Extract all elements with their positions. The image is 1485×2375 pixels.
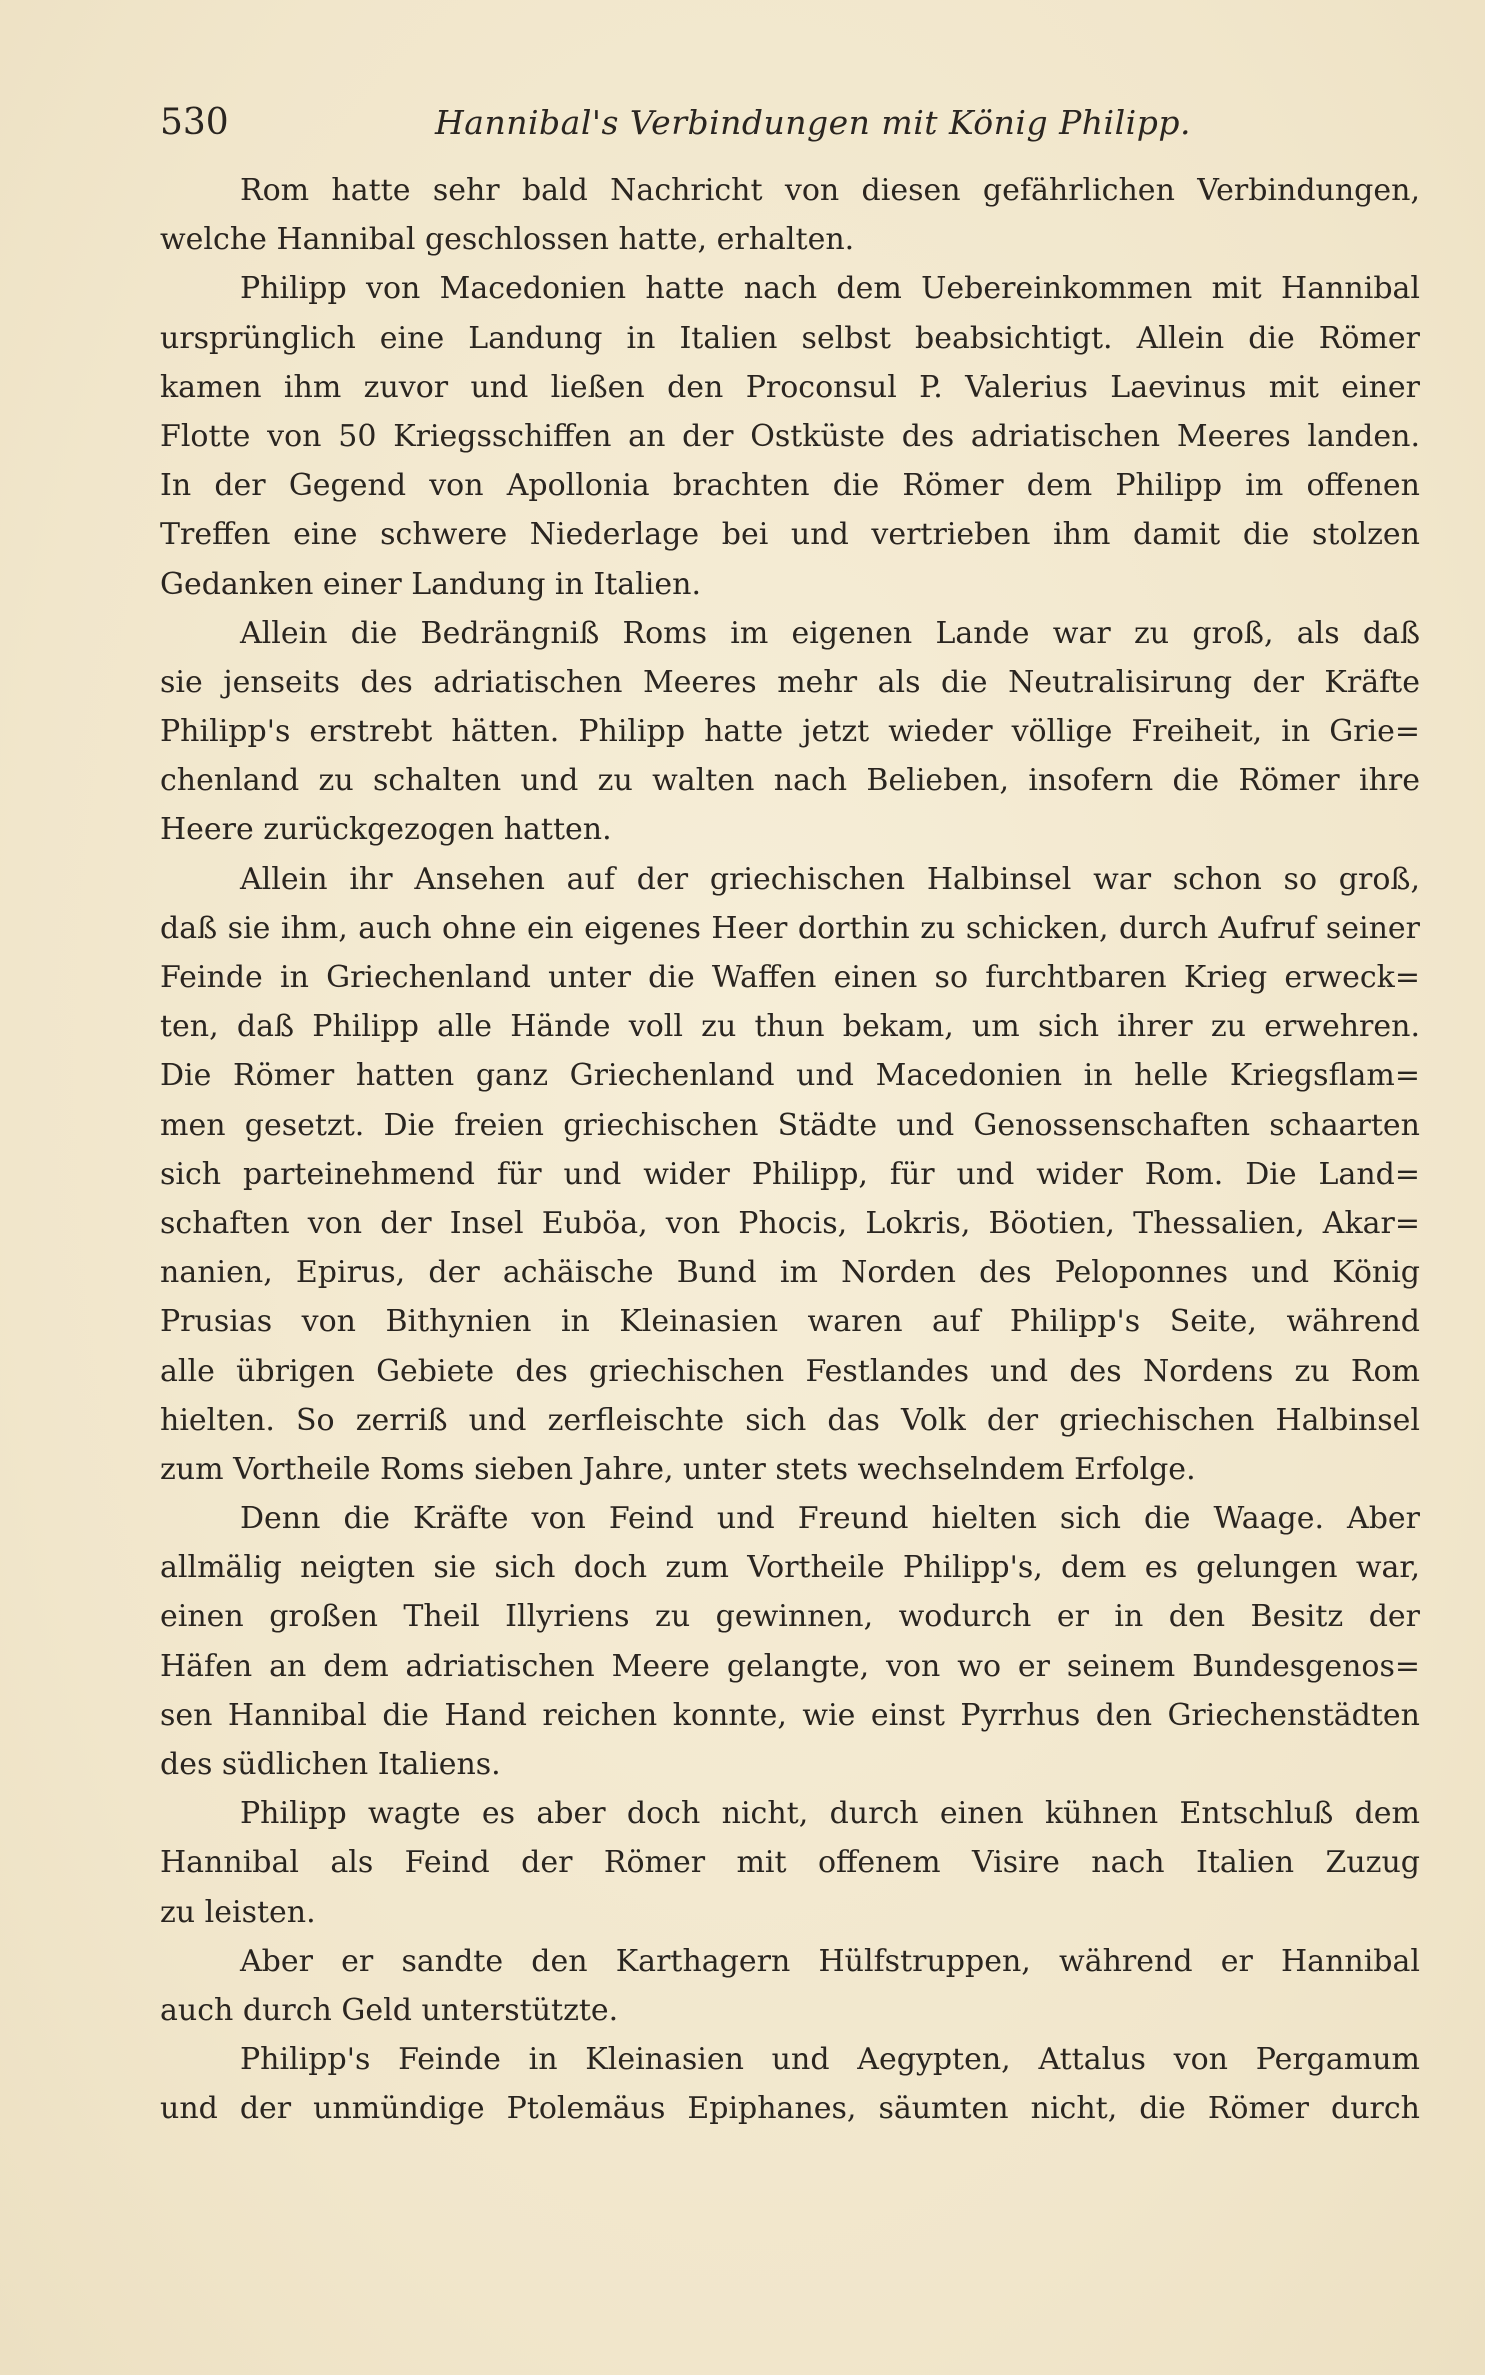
text-line: hielten. So zerriß und zerfleischte sich das Volk der griechischen Halbinsel (160, 1402, 1420, 1438)
text-line: men gesetzt. Die freien griechischen Städte und Genossenschaften schaarten (160, 1107, 1420, 1143)
paragraph (160, 264, 1420, 608)
paragraph (160, 1494, 1420, 1789)
text-line: Feinde in Griechenland unter die Waffen einen so furchtbaren Krieg erweck= (160, 960, 1420, 995)
text-line: Gedanken einer Landung in Italien. (160, 566, 701, 602)
page-header (160, 98, 1420, 148)
text-line: Aber er sandte den Karthagern Hülfstruppen, während er Hannibal (240, 1943, 1420, 1979)
text-line: ursprünglich eine Landung in Italien selbst beabsichtigt. Allein die Römer (160, 320, 1420, 356)
text-line: Philipp's Feinde in Kleinasien und Aegypten, Attalus von Pergamum (240, 2042, 1420, 2078)
text-line: einen großen Theil Illyriens zu gewinnen, wodurch er in den Besitz der (160, 1599, 1420, 1635)
paragraph (160, 609, 1420, 855)
text-line: Allein ihr Ansehen auf der griechischen Halbinsel war schon so groß, (240, 861, 1420, 897)
text-line: Rom hatte sehr bald Nachricht von diesen gefährlichen Verbindungen, (240, 173, 1420, 208)
text-line: sich parteinehmend für und wider Philipp, für und wider Rom. Die Land= (160, 1156, 1420, 1192)
text-line: daß sie ihm, auch ohne ein eigenes Heer dorthin zu schicken, durch Aufruf seiner (160, 910, 1420, 946)
text-line: Allein die Bedrängniß Roms im eigenen Lande war zu groß, als daß (240, 615, 1420, 651)
text-line: zum Vortheile Roms sieben Jahre, unter stets wechselndem Erfolge. (160, 1451, 1196, 1487)
paragraph (160, 2035, 1420, 2133)
text-line: Philipp's erstrebt hätten. Philipp hatte jetzt wieder völlige Freiheit, in Grie= (160, 714, 1420, 750)
text-line: des südlichen Italiens. (160, 1747, 501, 1782)
text-line: Häfen an dem adriatischen Meere gelangte, von wo er seinem Bundesgenos= (160, 1648, 1420, 1684)
text-line: alle übrigen Gebiete des griechischen Festlandes und des Nordens zu Rom (160, 1353, 1420, 1389)
text-line: Denn die Kräfte von Feind und Freund hielten sich die Waage. Aber (240, 1501, 1420, 1537)
text-line: In der Gegend von Apollonia brachten die Römer dem Philipp im offenen (160, 468, 1420, 504)
text-line: sie jenseits des adriatischen Meeres mehr als die Neutralisirung der Kräfte (160, 664, 1420, 700)
text-line: Prusias von Bithynien in Kleinasien waren auf Philipp's Seite, während (160, 1304, 1420, 1340)
text-line: welche Hannibal geschlossen hatte, erhalten. (160, 222, 855, 258)
text-line: nanien, Epirus, der achäische Bund im Norden des Peloponnes und König (160, 1255, 1420, 1291)
paragraph (160, 166, 1420, 264)
text-line: allmälig neigten sie sich doch zum Vortheile Philipp's, dem es gelungen war, (160, 1550, 1420, 1586)
text-line: zu leisten. (160, 1894, 316, 1930)
text-line: Hannibal als Feind der Römer mit offenem Visire nach Italien Zuzug (160, 1845, 1420, 1881)
text-line: sen Hannibal die Hand reichen konnte, wie einst Pyrrhus den Griechenstädten (160, 1697, 1420, 1733)
page-number: 530 (160, 102, 229, 143)
text-line: und der unmündige Ptolemäus Epiphanes, säumten nicht, die Römer durch (160, 2091, 1420, 2127)
paragraph (160, 855, 1420, 1494)
text-line: kamen ihm zuvor und ließen den Proconsul P. Valerius Laevinus mit einer (160, 369, 1420, 405)
paragraph (160, 1937, 1420, 2035)
running-head: Hannibal's Verbindungen mit König Philipp. (435, 103, 1191, 142)
text-line: schaften von der Insel Euböa, von Phocis, Lokris, Böotien, Thessalien, Akar= (160, 1205, 1420, 1241)
text-line: Flotte von 50 Kriegsschiffen an der Ostküste des adriatischen Meeres landen. (160, 418, 1420, 454)
text-line: Die Römer hatten ganz Griechenland und Macedonien in helle Kriegsflam= (160, 1058, 1420, 1094)
body-text (160, 166, 1420, 2134)
text-line: Philipp von Macedonien hatte nach dem Uebereinkommen mit Hannibal (240, 271, 1420, 307)
paragraph (160, 1789, 1420, 1937)
text-line: Philipp wagte es aber doch nicht, durch einen kühnen Entschluß dem (240, 1796, 1420, 1832)
text-line: Heere zurückgezogen hatten. (160, 812, 612, 848)
text-line: ten, daß Philipp alle Hände voll zu thun bekam, um sich ihrer zu erwehren. (160, 1009, 1420, 1045)
text-line: auch durch Geld unterstützte. (160, 1992, 619, 2028)
text-line: Treffen eine schwere Niederlage bei und vertrieben ihm damit die stolzen (160, 517, 1420, 553)
text-line: chenland zu schalten und zu walten nach Belieben, insofern die Römer ihre (160, 763, 1420, 799)
